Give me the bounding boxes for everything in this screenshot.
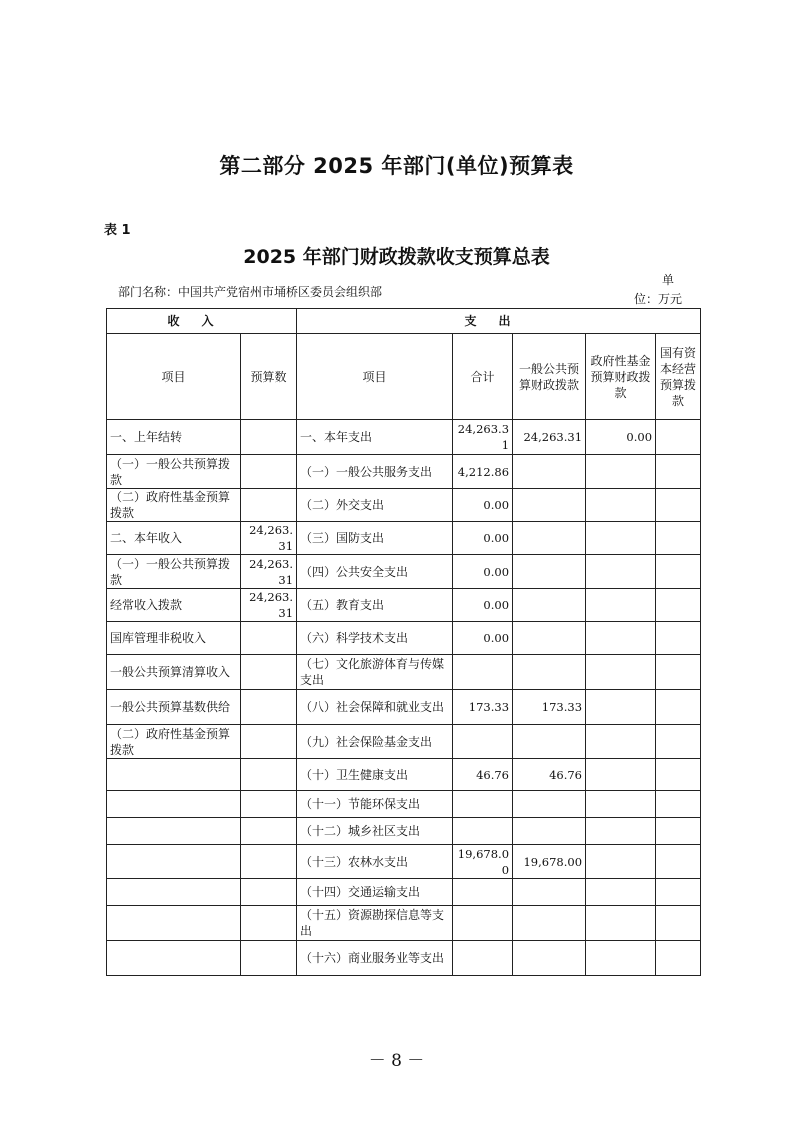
row-left-budget: 24,263.31 [241, 522, 297, 555]
row-total: 24,263.31 [453, 420, 513, 455]
col-header-budget: 预算数 [241, 334, 297, 420]
row-right-item: （四）公共安全支出 [297, 555, 453, 589]
row-capital [656, 655, 701, 690]
table-row [107, 845, 701, 879]
table-row [107, 622, 701, 655]
row-fund [586, 455, 656, 489]
row-total: 0.00 [453, 489, 513, 522]
row-general: 46.76 [513, 759, 586, 791]
row-right-item: 一、本年支出 [297, 420, 453, 455]
row-left-budget [241, 420, 297, 455]
unit-label [612, 271, 682, 309]
row-total: 4,212.86 [453, 455, 513, 489]
row-capital [656, 759, 701, 791]
col-header-fund: 政府性基金预算财政拨款 [586, 334, 656, 420]
department-label: 部门名称：中国共产党宿州市埇桥区委员会组织部 [118, 285, 383, 299]
row-right-item: （六）科学技术支出 [297, 622, 453, 655]
row-capital [656, 690, 701, 725]
row-general: 19,678.00 [513, 845, 586, 879]
row-right-item: （七）文化旅游体育与传媒支出 [297, 655, 453, 690]
row-left-item [107, 845, 241, 879]
row-fund [586, 622, 656, 655]
row-total [453, 791, 513, 818]
row-capital [656, 420, 701, 455]
row-total [453, 879, 513, 906]
unit-label-line2: 位：万元 [633, 292, 682, 306]
row-total: 46.76 [453, 759, 513, 791]
row-capital [656, 879, 701, 906]
row-right-item: （十一）节能环保支出 [297, 791, 453, 818]
row-general [513, 555, 586, 589]
row-right-item: （五）教育支出 [297, 589, 453, 622]
budget-table [106, 308, 701, 976]
row-left-item: 经常收入拨款 [107, 589, 241, 622]
row-right-item: （十）卫生健康支出 [297, 759, 453, 791]
row-total [453, 941, 513, 976]
col-header-general: 一般公共预算财政拨款 [513, 334, 586, 420]
row-left-budget: 24,263.31 [241, 589, 297, 622]
row-fund [586, 845, 656, 879]
row-right-item: （三）国防支出 [297, 522, 453, 555]
row-left-budget [241, 622, 297, 655]
row-general [513, 522, 586, 555]
row-left-item [107, 818, 241, 845]
table-row [107, 690, 701, 725]
row-left-item: （二）政府性基金预算拨款 [107, 489, 241, 522]
row-left-budget [241, 655, 297, 690]
row-left-budget [241, 906, 297, 941]
row-fund [586, 879, 656, 906]
row-general [513, 879, 586, 906]
row-left-item [107, 879, 241, 906]
row-total [453, 725, 513, 759]
row-fund [586, 522, 656, 555]
row-fund: 0.00 [586, 420, 656, 455]
row-left-budget [241, 818, 297, 845]
row-capital [656, 725, 701, 759]
row-general [513, 941, 586, 976]
row-right-item: （二）外交支出 [297, 489, 453, 522]
row-left-budget [241, 791, 297, 818]
row-left-item: （一）一般公共预算拨款 [107, 555, 241, 589]
row-total: 0.00 [453, 589, 513, 622]
table-number: 表 1 [104, 223, 131, 238]
row-fund [586, 941, 656, 976]
table-row [107, 655, 701, 690]
row-right-item: （九）社会保险基金支出 [297, 725, 453, 759]
row-general [513, 622, 586, 655]
row-fund [586, 791, 656, 818]
table-row [107, 941, 701, 976]
row-total [453, 906, 513, 941]
row-right-item: （十三）农林水支出 [297, 845, 453, 879]
row-left-item [107, 759, 241, 791]
table-row [107, 759, 701, 791]
row-fund [586, 725, 656, 759]
table-row [107, 522, 701, 555]
row-left-item: 一、上年结转 [107, 420, 241, 455]
row-fund [586, 906, 656, 941]
row-left-item [107, 791, 241, 818]
col-header-item-right: 项目 [297, 334, 453, 420]
row-left-budget [241, 759, 297, 791]
budget-body [107, 420, 701, 976]
row-capital [656, 489, 701, 522]
row-left-budget [241, 489, 297, 522]
table-row [107, 489, 701, 522]
row-capital [656, 455, 701, 489]
row-capital [656, 845, 701, 879]
col-header-item-left: 项目 [107, 334, 241, 420]
row-left-budget [241, 455, 297, 489]
row-general: 173.33 [513, 690, 586, 725]
row-total: 0.00 [453, 622, 513, 655]
row-fund [586, 818, 656, 845]
row-fund [586, 589, 656, 622]
part-title: 第二部分 2025 年部门(单位)预算表 [219, 154, 574, 178]
row-fund [586, 555, 656, 589]
row-capital [656, 906, 701, 941]
row-left-budget [241, 690, 297, 725]
row-fund [586, 690, 656, 725]
table-row [107, 555, 701, 589]
row-right-item: （八）社会保障和就业支出 [297, 690, 453, 725]
row-general: 24,263.31 [513, 420, 586, 455]
row-capital [656, 941, 701, 976]
row-capital [656, 818, 701, 845]
row-right-item: （十六）商业服务业等支出 [297, 941, 453, 976]
row-left-item [107, 906, 241, 941]
row-total: 0.00 [453, 522, 513, 555]
table-row [107, 420, 701, 455]
table-row [107, 879, 701, 906]
row-right-item: （十四）交通运输支出 [297, 879, 453, 906]
table-row [107, 906, 701, 941]
row-capital [656, 791, 701, 818]
row-total [453, 655, 513, 690]
row-left-item: 一般公共预算清算收入 [107, 655, 241, 690]
row-capital [656, 522, 701, 555]
row-left-item [107, 941, 241, 976]
row-left-item: 国库管理非税收入 [107, 622, 241, 655]
row-capital [656, 555, 701, 589]
row-left-budget [241, 845, 297, 879]
row-capital [656, 622, 701, 655]
row-left-budget [241, 725, 297, 759]
row-general [513, 589, 586, 622]
row-left-item: 一般公共预算基数供给 [107, 690, 241, 725]
row-left-item: （二）政府性基金预算拨款 [107, 725, 241, 759]
row-capital [656, 589, 701, 622]
row-general [513, 455, 586, 489]
row-left-budget [241, 941, 297, 976]
row-fund [586, 489, 656, 522]
row-fund [586, 655, 656, 690]
row-general [513, 655, 586, 690]
row-general [513, 906, 586, 941]
row-left-budget [241, 879, 297, 906]
row-general [513, 791, 586, 818]
table-title: 2025 年部门财政拨款收支预算总表 [243, 246, 550, 268]
table-row [107, 455, 701, 489]
col-header-capital: 国有资本经营预算拨款 [656, 334, 701, 420]
row-right-item: （一）一般公共服务支出 [297, 455, 453, 489]
income-header: 收入 [107, 309, 297, 334]
row-general [513, 489, 586, 522]
row-general [513, 725, 586, 759]
table-row [107, 791, 701, 818]
row-right-item: （十五）资源勘探信息等支出 [297, 906, 453, 941]
row-total: 19,678.00 [453, 845, 513, 879]
table-row [107, 725, 701, 759]
unit-label-line1: 单 [661, 273, 674, 287]
row-left-item: （一）一般公共预算拨款 [107, 455, 241, 489]
row-left-budget: 24,263.31 [241, 555, 297, 589]
row-right-item: （十二）城乡社区支出 [297, 818, 453, 845]
row-fund [586, 759, 656, 791]
page-number: － 8 － [368, 1051, 425, 1071]
table-row [107, 589, 701, 622]
row-total: 173.33 [453, 690, 513, 725]
row-total [453, 818, 513, 845]
expense-header: 支出 [297, 309, 701, 334]
row-general [513, 818, 586, 845]
row-left-item: 二、本年收入 [107, 522, 241, 555]
table-row [107, 818, 701, 845]
col-header-total: 合计 [453, 334, 513, 420]
row-total: 0.00 [453, 555, 513, 589]
